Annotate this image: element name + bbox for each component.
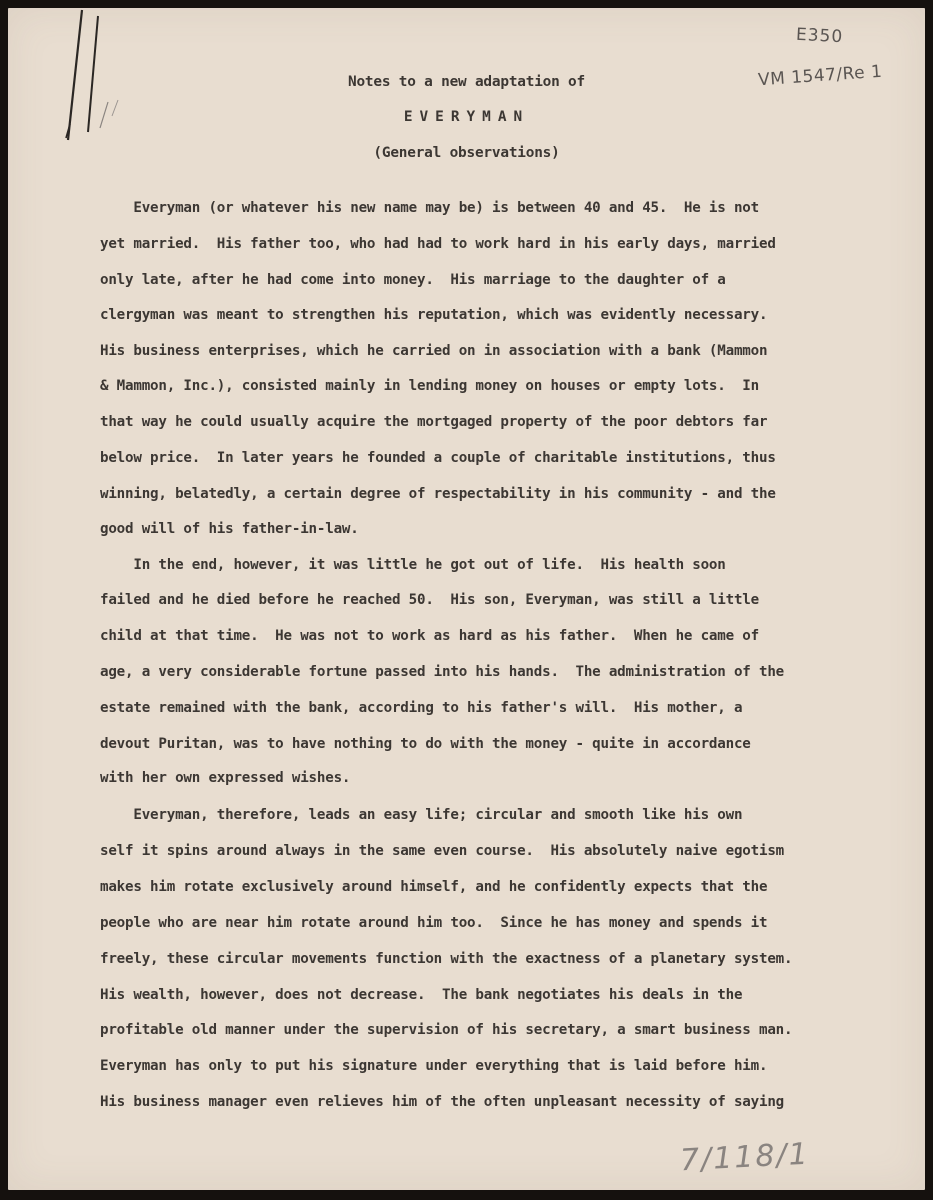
play-title: EVERYMAN [403, 109, 530, 125]
body-line: His business manager even relieves him of the often unpleasant necessity of saying [100, 1094, 785, 1110]
body-line: Everyman, therefore, leads an easy life; circular and smooth like his own [100, 807, 743, 823]
archive-code-annotation: E350 [795, 24, 844, 48]
body-line: self it spins around always in the same even course. His absolutely naive egotism [100, 843, 785, 859]
body-line: His business enterprises, which he carried on in association with a bank (Mammon [100, 343, 768, 359]
body-line: below price. In later years he founded a couple of charitable institutions, thus [100, 450, 776, 466]
body-line: devout Puritan, was to have nothing to do with the money - quite in accordance [100, 736, 751, 752]
document-title: Notes to a new adaptation of [348, 74, 585, 90]
body-line: & Mammon, Inc.), consisted mainly in lending money on houses or empty lots. In [100, 378, 759, 394]
body-line: child at that time. He was not to work as hard as his father. When he came of [100, 628, 759, 644]
body-line: winning, belatedly, a certain degree of respectability in his community - and the [100, 486, 776, 502]
body-line: good will of his father-in-law. [100, 521, 359, 537]
body-line: with her own expressed wishes. [100, 770, 351, 786]
body-line: people who are near him rotate around him too. Since he has money and spends it [100, 915, 768, 931]
body-line: makes him rotate exclusively around himself, and he confidently expects that the [100, 879, 768, 895]
body-line: In the end, however, it was little he got out of life. His health soon [100, 557, 726, 573]
folio-annotation: 7/118/1 [679, 1136, 811, 1179]
body-line: failed and he died before he reached 50. His son, Everyman, was still a little [100, 592, 759, 608]
body-line: His wealth, however, does not decrease. The bank negotiates his deals in the [100, 987, 743, 1003]
body-line: freely, these circular movements function with the exactness of a planetary system. [100, 951, 793, 967]
body-line: that way he could usually acquire the mortgaged property of the poor debtors far [100, 414, 768, 430]
body-line: estate remained with the bank, according to his father's will. His mother, a [100, 700, 743, 716]
body-line: clergyman was meant to strengthen his reputation, which was evidently necessary. [100, 307, 768, 323]
body-line: age, a very considerable fortune passed into his hands. The administration of the [100, 664, 785, 680]
body-line: Everyman has only to put his signature under everything that is laid before him. [100, 1058, 768, 1074]
body-line: yet married. His father too, who had had to work hard in his early days, married [100, 236, 776, 252]
document-page [8, 8, 925, 1190]
body-line: Everyman (or whatever his new name may be) is between 40 and 45. He is not [100, 200, 759, 216]
body-line: profitable old manner under the supervision of his secretary, a smart business man. [100, 1022, 793, 1038]
body-line: only late, after he had come into money. His marriage to the daughter of a [100, 272, 726, 288]
reference-annotation: VM 1547/Re 1 [757, 61, 883, 91]
document-subtitle: (General observations) [373, 145, 560, 161]
